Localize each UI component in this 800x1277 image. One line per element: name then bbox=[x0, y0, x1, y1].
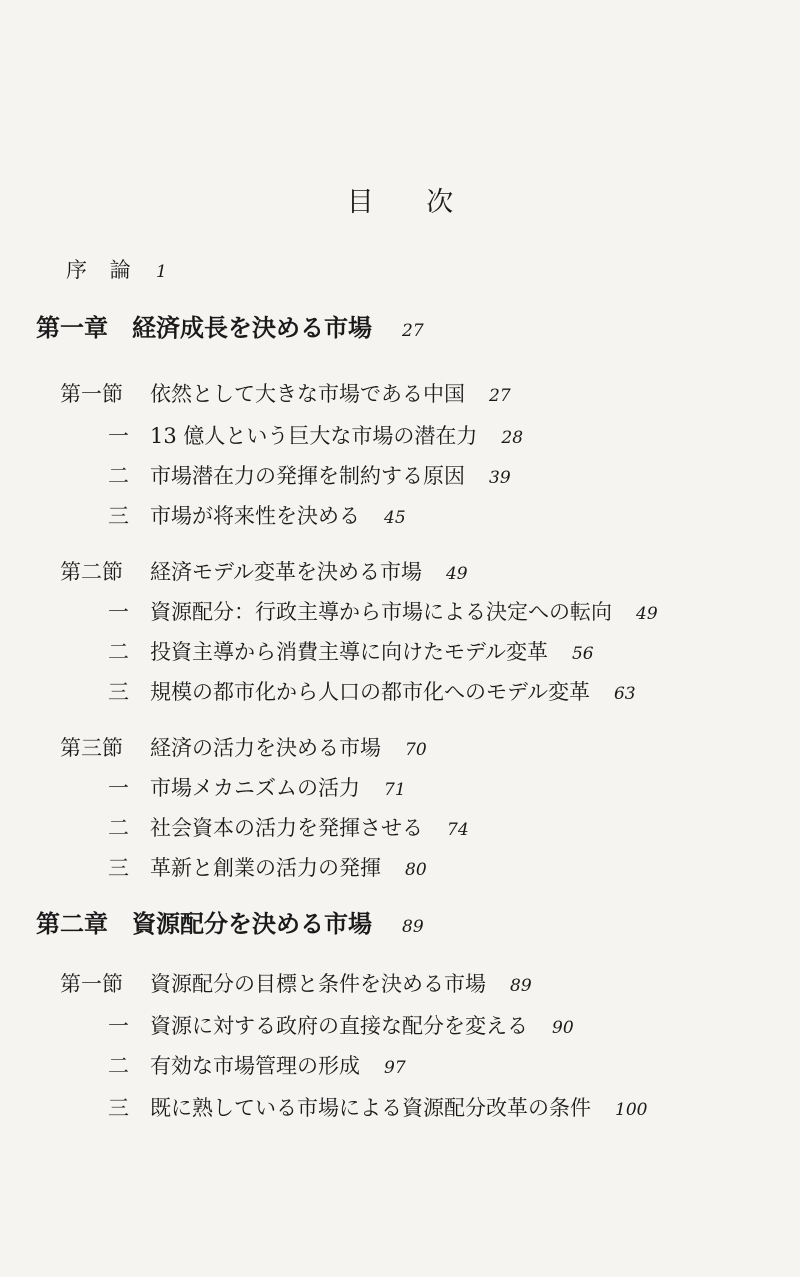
section-title: 依然として大きな市場である中国 bbox=[150, 382, 465, 406]
section-title: 経済の活力を決める市場 bbox=[150, 736, 381, 760]
section-heading[interactable] bbox=[60, 384, 511, 405]
toc-item[interactable] bbox=[108, 818, 469, 839]
item-label: 一 bbox=[108, 600, 129, 624]
toc-item[interactable] bbox=[108, 426, 523, 447]
item-title: 資源配分：行政主導から市場による決定への転向 bbox=[150, 600, 612, 624]
section-heading[interactable] bbox=[60, 562, 468, 583]
page-number: 28 bbox=[501, 428, 524, 448]
item-title: 資源に対する政府の直接な配分を変える bbox=[150, 1014, 528, 1038]
toc-item[interactable] bbox=[108, 466, 511, 487]
item-title: 投資主導から消費主導に向けたモデル変革 bbox=[150, 640, 548, 664]
chapter-title: 経済成長を決める市場 bbox=[132, 314, 372, 342]
chapter-label: 第一章 bbox=[36, 314, 108, 342]
item-title: 市場メカニズムの活力 bbox=[150, 776, 360, 800]
page-number: 100 bbox=[615, 1100, 648, 1120]
toc-item[interactable] bbox=[108, 1098, 647, 1119]
page-number: 90 bbox=[552, 1018, 574, 1038]
page-number: 1 bbox=[156, 262, 167, 282]
item-label: 二 bbox=[108, 1054, 129, 1078]
page-title: 目 次 bbox=[346, 187, 476, 218]
item-label: 二 bbox=[108, 640, 129, 664]
section-title: 経済モデル変革を決める市場 bbox=[150, 560, 422, 584]
page-number: 71 bbox=[384, 780, 406, 800]
section-heading[interactable] bbox=[60, 974, 532, 995]
section-label: 第二節 bbox=[60, 560, 123, 584]
item-label: 二 bbox=[108, 464, 129, 488]
page-number: 39 bbox=[489, 468, 511, 488]
page-number: 80 bbox=[405, 860, 427, 880]
page-number: 63 bbox=[613, 684, 636, 704]
section-label: 第三節 bbox=[60, 736, 123, 760]
toc-item[interactable] bbox=[108, 1056, 406, 1077]
chapter-title: 資源配分を決める市場 bbox=[132, 910, 372, 938]
section-label: 第一節 bbox=[60, 972, 123, 996]
item-title: 革新と創業の活力の発揮 bbox=[150, 856, 381, 880]
item-title: 既に熟している市場による資源配分改革の条件 bbox=[150, 1096, 591, 1120]
toc-item[interactable] bbox=[108, 682, 636, 703]
item-label: 一 bbox=[108, 1014, 129, 1038]
item-label: 三 bbox=[108, 680, 129, 704]
toc-item[interactable] bbox=[108, 642, 594, 663]
item-label: 三 bbox=[108, 856, 129, 880]
page-number: 45 bbox=[384, 508, 406, 528]
page-number: 27 bbox=[489, 386, 511, 406]
toc-intro[interactable] bbox=[66, 260, 167, 281]
item-title: 社会資本の活力を発揮させる bbox=[150, 816, 423, 840]
section-heading[interactable] bbox=[60, 738, 427, 759]
intro-label: 序 論 bbox=[66, 258, 139, 282]
item-title: 市場潜在力の発揮を制約する原因 bbox=[150, 464, 465, 488]
section-label: 第一節 bbox=[60, 382, 123, 406]
item-title: 13 億人という巨大な市場の潜在力 bbox=[150, 424, 478, 448]
toc-item[interactable] bbox=[108, 506, 406, 527]
chapter-heading[interactable] bbox=[36, 912, 424, 936]
item-label: 三 bbox=[108, 504, 129, 528]
section-title: 資源配分の目標と条件を決める市場 bbox=[150, 972, 486, 996]
item-label: 二 bbox=[108, 816, 129, 840]
item-label: 一 bbox=[108, 424, 129, 448]
toc-item[interactable] bbox=[108, 778, 406, 799]
page-number: 56 bbox=[571, 644, 594, 664]
item-title: 規模の都市化から人口の都市化へのモデル変革 bbox=[150, 680, 590, 704]
toc-item[interactable] bbox=[108, 602, 658, 623]
toc-item[interactable] bbox=[108, 858, 427, 879]
chapter-heading[interactable] bbox=[36, 316, 424, 340]
page-number: 74 bbox=[447, 820, 469, 840]
item-label: 三 bbox=[108, 1096, 129, 1120]
page-number: 89 bbox=[510, 976, 532, 996]
item-label: 一 bbox=[108, 776, 129, 800]
item-title: 有効な市場管理の形成 bbox=[150, 1054, 360, 1078]
item-title: 市場が将来性を決める bbox=[150, 504, 360, 528]
toc-item[interactable] bbox=[108, 1016, 574, 1037]
page-number: 49 bbox=[445, 564, 468, 584]
page-number: 97 bbox=[384, 1058, 406, 1078]
page-number: 70 bbox=[405, 740, 427, 760]
page-number: 49 bbox=[636, 604, 658, 624]
chapter-label: 第二章 bbox=[36, 910, 108, 938]
page-number: 27 bbox=[402, 321, 424, 341]
page-number: 89 bbox=[402, 917, 424, 937]
